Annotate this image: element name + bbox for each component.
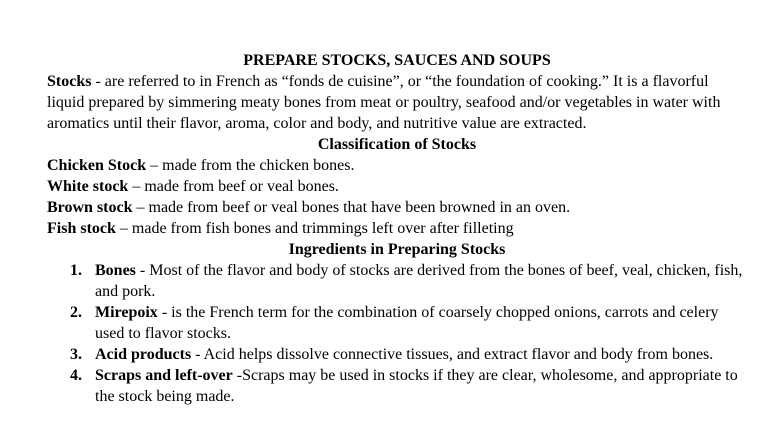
ingredient-text: - is the French term for the combination of coarsely chopped onions, carrots and celery used to flavor stocks. bbox=[95, 304, 719, 342]
classification-text: – made from beef or veal bones. bbox=[128, 178, 339, 195]
intro-paragraph bbox=[47, 71, 747, 134]
classification-term: Fish stock bbox=[47, 220, 116, 237]
ingredient-number: 4. bbox=[70, 367, 82, 384]
classification-text: – made from the chicken bones. bbox=[146, 157, 355, 174]
classification-text: – made from fish bones and trimmings left over after filleting bbox=[115, 220, 514, 237]
document-page bbox=[47, 50, 747, 407]
ingredient-number: 1. bbox=[70, 262, 82, 279]
classification-text: – made from beef or veal bones that have been browned in an oven. bbox=[132, 199, 571, 216]
ingredient-number: 2. bbox=[70, 304, 82, 321]
intro-text: - are referred to in French as “fonds de cuisine”, or “the foundation of cooking.” It is a flavorful liquid prepared by simmering meaty bones from meat or poultry, seafood and/or vegetables in water with aromatics until their flavor, aroma, color and body, and nutritive value are extracted. bbox=[47, 73, 721, 132]
classification-item bbox=[47, 176, 747, 197]
classification-list bbox=[47, 155, 747, 239]
classification-item bbox=[47, 155, 747, 176]
ingredient-text: - Most of the flavor and body of stocks are derived from the bones of beef, veal, chicken, fish, and pork. bbox=[95, 262, 743, 300]
ingredients-list bbox=[47, 260, 747, 407]
classification-term: Chicken Stock bbox=[47, 157, 147, 174]
classification-term: White stock bbox=[47, 178, 129, 195]
ingredient-term: Acid products bbox=[95, 346, 192, 363]
ingredient-item bbox=[47, 365, 747, 407]
intro-term: Stocks bbox=[47, 73, 92, 90]
classification-item bbox=[47, 197, 747, 218]
classification-item bbox=[47, 218, 747, 239]
ingredient-term: Scraps and left-over bbox=[95, 367, 233, 384]
ingredient-term: Mirepoix bbox=[95, 304, 158, 321]
classification-heading: Classification of Stocks bbox=[317, 136, 477, 153]
ingredient-item bbox=[47, 260, 747, 302]
ingredients-heading: Ingredients in Preparing Stocks bbox=[288, 241, 506, 258]
ingredient-item bbox=[47, 344, 747, 365]
page-title: PREPARE STOCKS, SAUCES AND SOUPS bbox=[243, 52, 551, 69]
ingredient-term: Bones bbox=[95, 262, 136, 279]
ingredient-item bbox=[47, 302, 747, 344]
ingredient-text: -Scraps may be used in stocks if they are clear, wholesome, and appropriate to the stock being made. bbox=[95, 367, 738, 405]
ingredient-number: 3. bbox=[70, 346, 82, 363]
ingredient-text: - Acid helps dissolve connective tissues, and extract flavor and body from bones. bbox=[191, 346, 714, 363]
classification-term: Brown stock bbox=[47, 199, 133, 216]
